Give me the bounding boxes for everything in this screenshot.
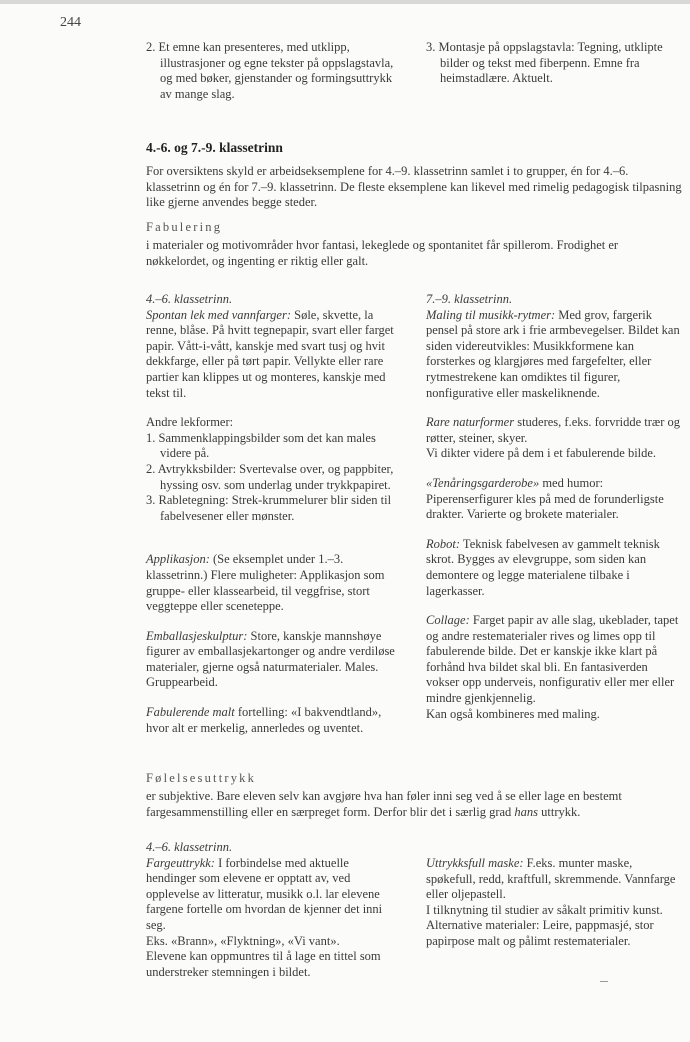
paragraph: Elevene kan oppmuntres til å lage en tittel som understreker stemningen i bildet.	[146, 949, 381, 979]
list-item: 3. Montasje på oppslagstavla: Tegning, utklipte bilder og tekst med fiberpenn. Emne fra heimstadlære. Aktuelt.	[426, 40, 663, 86]
folelse-intro	[146, 789, 682, 820]
scan-edge	[0, 0, 690, 4]
print-mark	[600, 981, 608, 982]
paragraph-text: Farget papir av alle slag, ukeblader, tapet og andre restematerialer rives og limes opp til fabulerende bilde. Det er kanskje ikke klart på forhånd hva bildet skal bli. En fantasiverden vokser opp underveis, nonfigurativ eller mer eller mindre gjenkjennelig.	[426, 613, 679, 706]
paragraph: Eks. «Brann», «Flyktning», «Vi vant».	[146, 933, 340, 948]
folelse-intro-text	[146, 789, 682, 820]
term: Collage:	[426, 613, 470, 628]
intro-part: uttrykk.	[538, 804, 581, 819]
paragraph-text: med humor: Piperenserfigurer kles på med de forunderligste drakter. Varierte og brokete materialer.	[426, 475, 664, 522]
fabulering-intro	[146, 238, 682, 269]
intro-emphasis: hans	[514, 804, 539, 819]
paragraph-text: I forbindelse med aktuelle hendinger som elevene er opptatt av, ved opplevelse av litteratur, musikk o.l. lar elevene fargene fortelle om hvordan de kjenner det inni seg.	[146, 855, 383, 932]
grade-label: 7.–9. klassetrinn.	[426, 292, 513, 306]
term: Rare naturformer	[426, 415, 515, 430]
list-item: 2. Avtrykksbilder: Svertevalse over, og pappbiter, hyssing osv. som underlag under trykkpapiret.	[146, 461, 394, 492]
paragraph-text: fortelling: «I bakvendtland», hvor alt er merkelig, annerledes og uventet.	[146, 705, 382, 735]
list-item: 3. Rabletegning: Strek-krummelurer blir siden til fabelvesener eller mønster.	[146, 493, 392, 523]
grade-label: 4.–6. klassetrinn.	[146, 292, 233, 306]
paragraph: Alternative materialer: Leire, pappmasjé, stor papirpose malt og pålimt restematerialer.	[426, 918, 654, 948]
paragraph-text: Teknisk fabelvesen av gammelt teknisk skrot. Bygges av elevgruppe, som siden kan demontere og legge materialene tilbake i lagerkasser.	[426, 536, 660, 598]
intro-part: er subjektive. Bare eleven selv kan avgjøre hva han føler inni seg ved å se eller lage en bestemt fargesammenstilling eller en særpreget form. Derfor blir det i særlig grad	[146, 789, 622, 819]
paragraph	[426, 537, 682, 599]
paragraph	[426, 308, 682, 402]
paragraph-text: Søle, skvette, la renne, blåse. På hvitt tegnepapir, svart eller farget papir. Vått-i-vått, kanskje med svart tusj og hvit dekkfarge, eller på tørt papir. Vellykte eller rare partier kan klippes ut og monteres, kanskje med tekst til.	[146, 307, 394, 400]
paragraph	[146, 705, 401, 736]
term: Robot:	[426, 536, 461, 551]
folelse-left-column	[146, 840, 401, 980]
list-item: 1. Sammenklappingsbilder som det kan males videre på.	[146, 430, 376, 461]
paragraph	[146, 629, 401, 691]
paragraph	[146, 552, 401, 614]
paragraph: I tilknytning til studier av såkalt primitiv kunst.	[426, 902, 663, 917]
section-heading: 4.-6. og 7.-9. klassetrinn	[146, 140, 283, 155]
paragraph	[426, 856, 682, 903]
term: Emballasjeskulptur:	[146, 628, 248, 643]
paragraph-text: studeres, f.eks. forvridde trær og røtter, steiner, skyer.	[426, 415, 681, 445]
paragraph-text: (Se eksemplet under 1.–3. klassetrinn.) Flere muligheter: Applikasjon som gruppe- eller klassearbeid, til veggfrise, stort veggteppe eller sceneteppe.	[146, 552, 385, 614]
fabulering-intro-text: i materialer og motivområder hvor fantasi, lekeglede og spontanitet får spillerom. Frodighet er nøkkelordet, og ingenting er riktig eller galt.	[146, 238, 619, 268]
term: Uttrykksfull maske:	[426, 856, 524, 870]
grade-label: 4.–6. klassetrinn.	[146, 840, 233, 854]
paragraph: Kan også kombineres med maling.	[426, 706, 600, 721]
paragraph	[426, 415, 682, 446]
term: Fargeuttrykk:	[146, 855, 215, 870]
list-item: 2. Et emne kan presenteres, med utklipp, illustrasjoner og egne tekster på oppslagstavla, og med bøker, gjenstander og formingsuttrykk av mange slag.	[146, 40, 394, 101]
paragraph	[146, 308, 401, 402]
term: «Tenåringsgarderobe»	[426, 475, 540, 490]
intro-paragraph	[146, 164, 682, 211]
paragraph-text: Store, kanskje mannshøye figurer av emballasjekartonger og andre verdiløse materialer, gjerne også naturmaterialer. Males. Gruppearbeid.	[146, 628, 395, 690]
paragraph-text: F.eks. munter maske, spøkefull, redd, kraftfull, skremmende. Vannfarge eller oljepastell.	[426, 856, 676, 902]
term: Fabulerende malt	[146, 705, 235, 720]
fabulering-left-column	[146, 292, 401, 736]
term: Spontan lek med vannfarger:	[146, 307, 291, 322]
top-left-item	[146, 40, 401, 102]
folelse-right-column	[426, 856, 682, 950]
top-right-item	[426, 40, 682, 87]
subheading: Andre lekformer:	[146, 415, 234, 430]
fabulering-right-column	[426, 292, 682, 722]
paragraph-text: Med grov, fargerik pensel på store ark i frie armbevegelser. Bildet kan siden videreutvikles: Musikkformene kan forsterkes og klargjøres med fargefelter, eller rytmestrekene kan omdiktes til figurer, nonfigurative eller maskeliknende.	[426, 307, 680, 400]
fabulering-title: Fabulering	[146, 220, 223, 234]
paragraph	[426, 613, 682, 707]
intro-text: For oversiktens skyld er arbeidseksemplene for 4.–9. klassetrinn samlet i to grupper, én for 4.–6. klassetrinn og én for 7.–9. klassetrinn. De fleste eksemplene kan likevel med rimelig pedagogisk tilpasning like gjerne anvendes begge steder.	[146, 164, 682, 210]
folelse-title: Følelsesuttrykk	[146, 771, 257, 785]
paragraph: Vi dikter videre på dem i et fabulerende bilde.	[426, 446, 657, 461]
paragraph	[426, 476, 682, 523]
page-number: 244	[60, 15, 81, 30]
paragraph	[146, 856, 401, 934]
term: Maling til musikk-rytmer:	[426, 307, 556, 322]
term: Applikasjon:	[146, 552, 210, 567]
